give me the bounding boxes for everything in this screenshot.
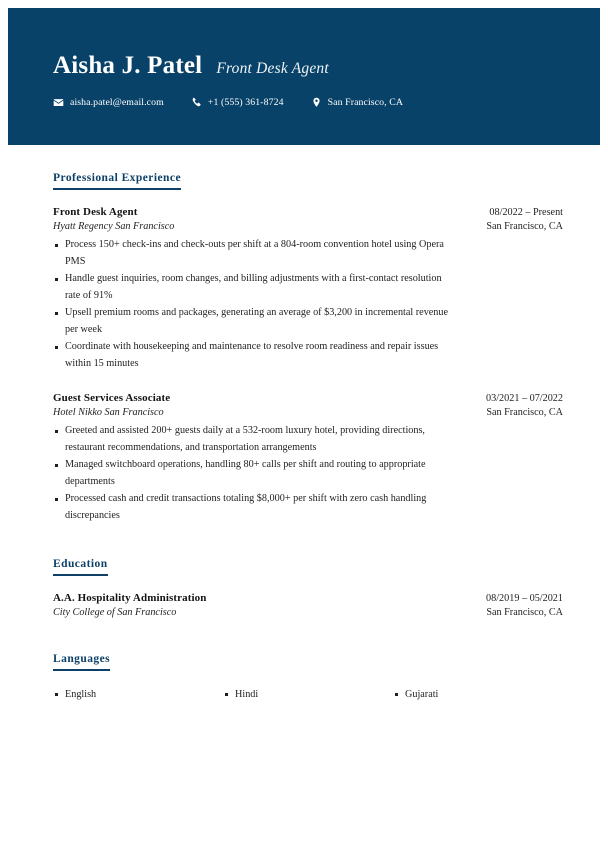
languages-grid <box>53 687 563 702</box>
entry-title-row <box>53 206 563 218</box>
language-item: Gujarati <box>393 687 563 702</box>
contact-email-text: aisha.patel@email.com <box>70 96 164 108</box>
entry-date-range: 03/2021 – 07/2022 <box>486 393 563 405</box>
entry-title-row <box>53 592 563 604</box>
resume-body <box>53 168 563 703</box>
entry-job-title: Guest Services Associate <box>53 392 171 405</box>
entry-org-row <box>53 218 563 232</box>
header-banner <box>8 8 600 145</box>
entry-degree: A.A. Hospitality Administration <box>53 592 207 605</box>
phone-icon <box>191 97 202 108</box>
location-pin-icon <box>311 97 322 108</box>
entry-title-row <box>53 392 563 404</box>
contact-location <box>311 97 403 108</box>
contact-location-text: San Francisco, CA <box>327 96 404 108</box>
bullet-item: Managed switchboard operations, handling 80+ calls per shift and routing to appropriate departments <box>53 457 458 490</box>
entry-school: City College of San Francisco <box>53 607 177 619</box>
section-professional-experience <box>53 168 563 524</box>
bullet-item: Coordinate with housekeeping and maintenance to resolve room readiness and repair issues within 15 minutes <box>53 339 458 372</box>
entry-date-range: 08/2019 – 05/2021 <box>486 593 563 605</box>
contact-email[interactable] <box>53 97 164 108</box>
language-item: Hindi <box>223 687 393 702</box>
bullet-item: Greeted and assisted 200+ guests daily at a 532-room luxury hotel, providing directions, restaurant recommendations, and transportation arrangements <box>53 423 458 456</box>
education-entries <box>53 592 563 618</box>
entry-location: San Francisco, CA <box>486 607 563 619</box>
section-heading-languages: Languages <box>53 653 110 671</box>
experience-entries <box>53 206 563 524</box>
contact-phone-text: +1 (555) 361-8724 <box>207 96 284 108</box>
entry-org-row <box>53 604 563 618</box>
section-languages <box>53 649 563 702</box>
header-content <box>53 52 560 108</box>
candidate-job-title: Front Desk Agent <box>216 60 329 77</box>
education-entry <box>53 592 563 618</box>
section-heading-experience: Professional Experience <box>53 172 181 190</box>
section-heading-education: Education <box>53 558 108 576</box>
entry-date-range: 08/2022 – Present <box>489 207 563 218</box>
bullet-item: Processed cash and credit transactions totaling $8,000+ per shift with zero cash handling discrepancies <box>53 491 458 524</box>
contact-row <box>53 97 560 108</box>
entry-bullet-list <box>53 237 563 372</box>
languages-list <box>53 687 563 702</box>
candidate-name: Aisha J. Patel <box>53 52 203 79</box>
envelope-icon <box>53 97 64 108</box>
experience-entry <box>53 206 563 372</box>
entry-organization: Hyatt Regency San Francisco <box>53 221 175 232</box>
section-education <box>53 554 563 618</box>
entry-org-row <box>53 404 563 418</box>
entry-location: San Francisco, CA <box>486 407 563 419</box>
experience-entry <box>53 392 563 524</box>
contact-phone[interactable] <box>191 97 284 108</box>
entry-organization: Hotel Nikko San Francisco <box>53 407 164 419</box>
name-row <box>53 52 560 80</box>
bullet-item: Handle guest inquiries, room changes, and billing adjustments with a first-contact resolution rate of 91% <box>53 271 458 304</box>
language-item: English <box>53 687 223 702</box>
bullet-item: Process 150+ check-ins and check-outs per shift at a 804-room convention hotel using Opera PMS <box>53 237 458 270</box>
bullet-item: Upsell premium rooms and packages, generating an average of $3,200 in incremental revenue per week <box>53 305 458 338</box>
entry-job-title: Front Desk Agent <box>53 206 138 218</box>
entry-bullet-list <box>53 423 563 524</box>
entry-location: San Francisco, CA <box>486 221 563 232</box>
